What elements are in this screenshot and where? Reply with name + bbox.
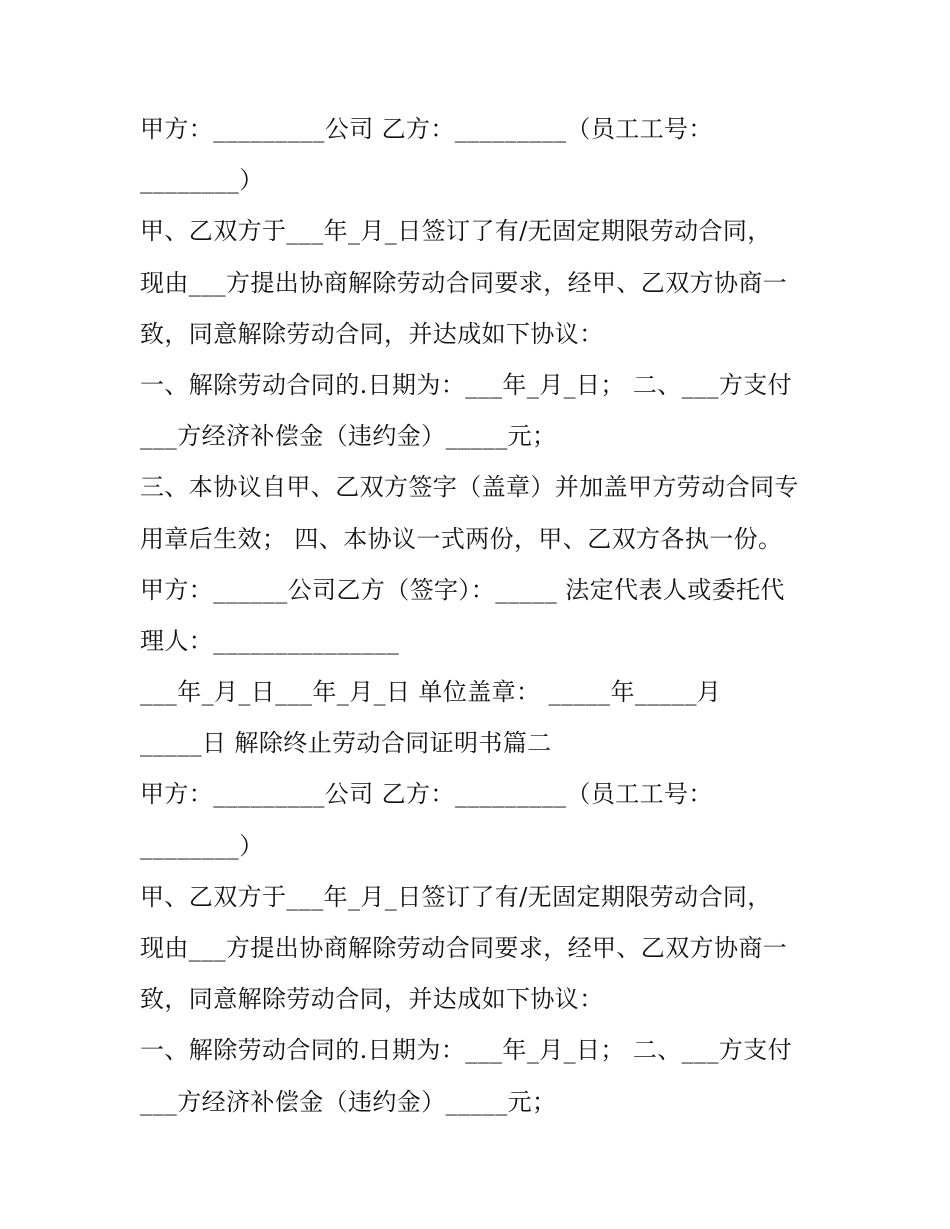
text-line: 甲方：______公司乙方（签字）：_____ 法定代表人或委托代	[140, 575, 785, 604]
text-line: ________）	[140, 831, 264, 860]
text-line: 用章后生效； 四、本协议一式两份，甲、乙双方各执一份。	[140, 524, 783, 553]
text-line: 致，同意解除劳动合同，并达成如下协议：	[140, 319, 604, 348]
text-line: 一、解除劳动合同的.日期为：___年_月_日； 二、___方支付	[140, 370, 793, 399]
text-line: 一、解除劳动合同的.日期为：___年_月_日； 二、___方支付	[140, 1036, 793, 1065]
document-body	[140, 104, 820, 1128]
text-line: 三、本协议自甲、乙双方签字（盖章）并加盖甲方劳动合同专	[140, 473, 799, 502]
text-line: 现由___方提出协商解除劳动合同要求，经甲、乙双方协商一	[140, 934, 788, 962]
text-line: ________）	[140, 166, 264, 195]
text-line: 致，同意解除劳动合同，并达成如下协议：	[140, 985, 604, 1014]
text-line: ___年_月_日___年_月_日 单位盖章： _____年_____月	[140, 678, 722, 707]
text-line: 甲方：_________公司 乙方：_________（员工工号：	[140, 115, 713, 143]
text-line: 甲、乙双方于___年_月_日签订了有/无固定期限劳动合同，	[140, 217, 772, 246]
text-line: 现由___方提出协商解除劳动合同要求，经甲、乙双方协商一	[140, 268, 788, 297]
text-line: ___方经济补偿金（违约金）_____元；	[140, 422, 557, 451]
text-line: 理人：_______________	[140, 626, 400, 655]
text-line: ___方经济补偿金（违约金）_____元；	[140, 1087, 557, 1116]
text-line: 甲、乙双方于___年_月_日签订了有/无固定期限劳动合同，	[140, 882, 772, 911]
text-line: 甲方：_________公司 乙方：_________（员工工号：	[140, 780, 713, 809]
text-line: _____日 解除终止劳动合同证明书篇二	[140, 729, 552, 758]
